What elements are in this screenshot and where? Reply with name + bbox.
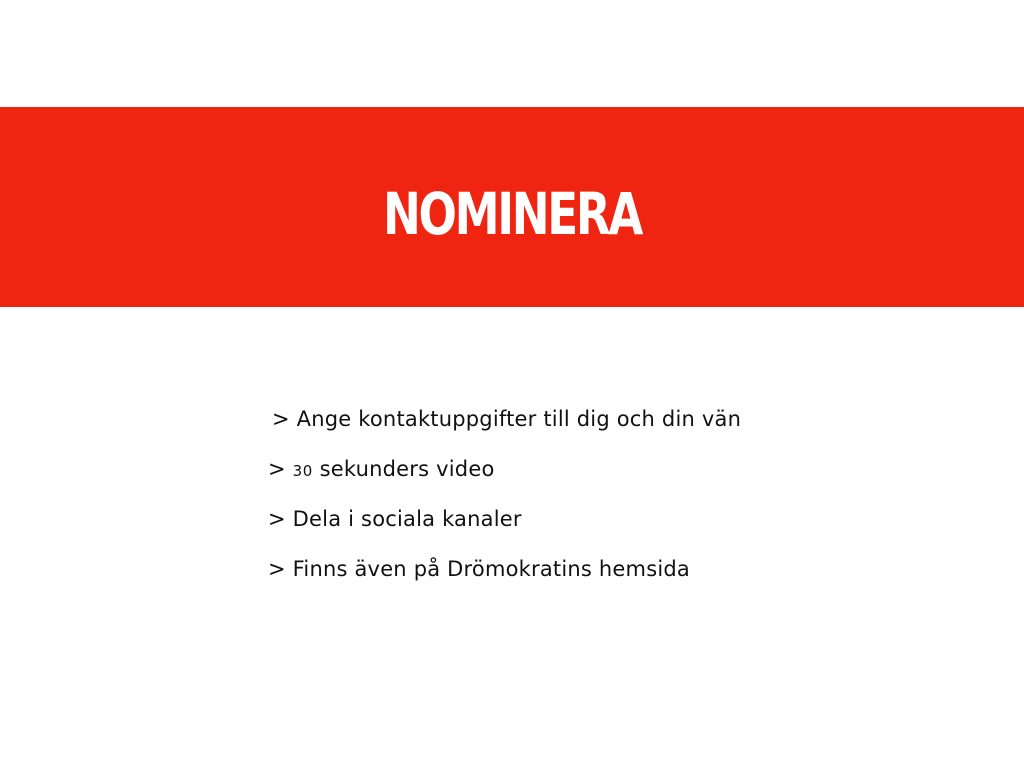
bullet-item-share: > Dela i sociala kanaler: [268, 507, 522, 531]
bullet-list: [268, 404, 741, 604]
bullet-prefix: >: [268, 457, 293, 481]
bullet-number: 30: [292, 462, 313, 480]
bullet-item-video: [268, 454, 741, 504]
bullet-item-contact: > Ange kontaktuppgifter till dig och din vän: [272, 407, 742, 431]
bullet-text: sekunders video: [312, 457, 495, 481]
bullet-item-website: > Finns även på Drömokratins hemsida: [268, 557, 690, 581]
slide-title: NOMINERA: [382, 180, 642, 248]
